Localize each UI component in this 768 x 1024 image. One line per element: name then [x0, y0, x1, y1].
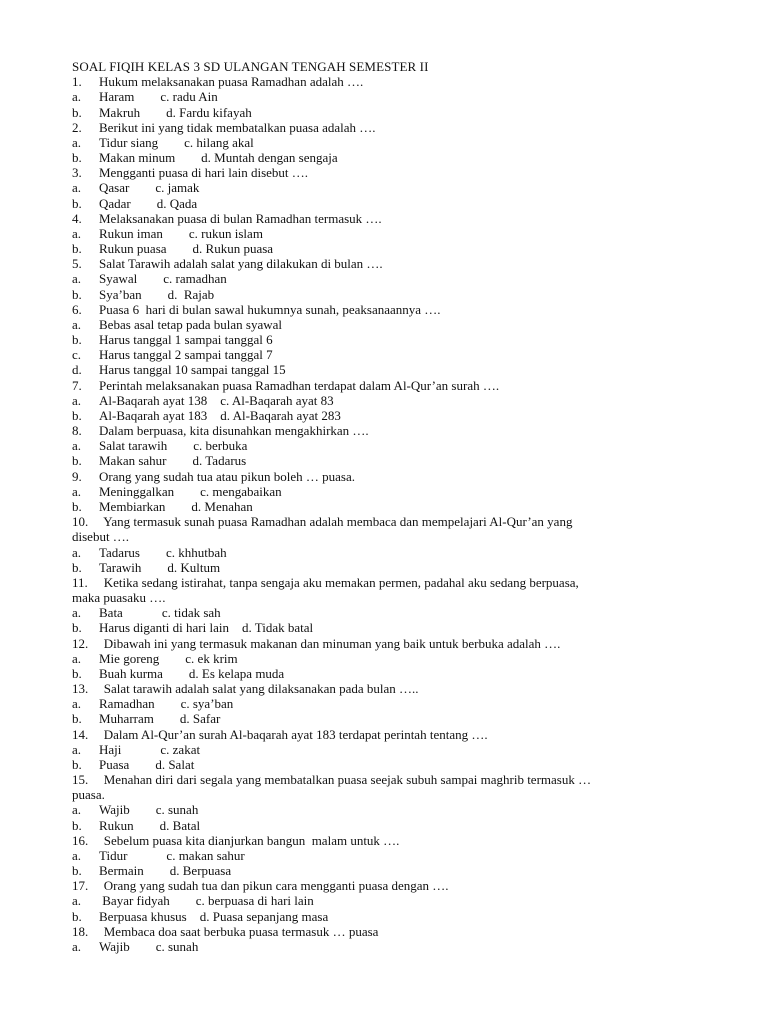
question-text: Orang yang sudah tua dan pikun cara mengganti puasa dengan …. — [94, 878, 449, 894]
question-text: Puasa 6 hari di bulan sawal hukumnya sunah, peaksanaannya …. — [99, 301, 441, 317]
question-line — [72, 302, 712, 317]
question-continuation-line — [72, 590, 712, 605]
answer-option-line — [72, 347, 712, 362]
answer-option-line — [72, 438, 712, 453]
answer-option-line — [72, 271, 712, 286]
question-text-continued: maka puasaku …. — [72, 590, 166, 606]
answer-option-line — [72, 939, 712, 954]
option-text: Muharram d. Safar — [99, 711, 221, 727]
question-text: Menahan diri dari segala yang membatalkan puasa seejak subuh sampai maghrib termasuk … — [94, 772, 592, 788]
answer-option-line — [72, 620, 712, 635]
question-text: Salat tarawih adalah salat yang dilaksanakan pada bulan ….. — [94, 681, 419, 697]
option-letter: b. — [72, 104, 82, 120]
question-line — [72, 878, 712, 893]
option-text: Haram c. radu Ain — [99, 89, 218, 105]
answer-option-line — [72, 226, 712, 241]
answer-option-line — [72, 696, 712, 711]
option-letter: a. — [72, 89, 82, 105]
answer-option-line — [72, 818, 712, 833]
option-text: Salat tarawih c. berbuka — [99, 438, 248, 454]
question-number: 15. — [72, 772, 89, 788]
question-text: Dibawah ini yang termasuk makanan dan minuman yang baik untuk berbuka adalah …. — [94, 635, 561, 651]
option-text: Berpuasa khusus d. Puasa sepanjang masa — [99, 908, 329, 924]
question-text: Dalam Al-Qur’an surah Al-baqarah ayat 183 terdapat perintah tentang …. — [94, 726, 488, 742]
option-letter: b. — [72, 241, 82, 257]
question-line — [72, 74, 712, 89]
answer-option-line — [72, 893, 712, 908]
option-text: Syawal c. ramadhan — [99, 271, 227, 287]
option-letter: b. — [72, 711, 82, 727]
option-text: Mie goreng c. ek krim — [99, 650, 238, 666]
option-letter: b. — [72, 150, 82, 166]
document-title — [72, 59, 712, 74]
question-text: Ketika sedang istirahat, tanpa sengaja aku memakan permen, padahal aku sedang berpuasa, — [94, 574, 579, 590]
question-text: Membaca doa saat berbuka puasa termasuk … puasa — [94, 923, 379, 939]
option-text: Harus tanggal 2 sampai tanggal 7 — [99, 347, 273, 363]
answer-option-line — [72, 241, 712, 256]
option-text: Ramadhan c. sya’ban — [99, 696, 234, 712]
question-text: Salat Tarawih adalah salat yang dilakukan di bulan …. — [99, 256, 383, 272]
question-line — [72, 727, 712, 742]
option-letter: a. — [72, 938, 82, 954]
question-line — [72, 165, 712, 180]
option-letter: a. — [72, 650, 82, 666]
question-number: 9. — [72, 468, 82, 484]
question-text: Yang termasuk sunah puasa Ramadhan adalah membaca dan mempelajari Al-Qur’an yang — [94, 514, 573, 530]
question-line — [72, 636, 712, 651]
exam-document — [72, 59, 712, 954]
question-text: Dalam berpuasa, kita disunahkan mengakhirkan …. — [99, 423, 369, 439]
option-letter: b. — [72, 453, 82, 469]
option-text: Makan minum d. Muntah dengan sengaja — [99, 150, 338, 166]
option-letter: a. — [72, 483, 82, 499]
question-number: 2. — [72, 119, 82, 135]
answer-option-line — [72, 362, 712, 377]
option-text: Makan sahur d. Tadarus — [99, 453, 247, 469]
option-text: Sya’ban d. Rajab — [99, 286, 215, 302]
question-text-continued: disebut …. — [72, 529, 130, 545]
option-text: Buah kurma d. Es kelapa muda — [99, 665, 285, 681]
answer-option-line — [72, 651, 712, 666]
question-line — [72, 772, 712, 787]
option-text: Tadarus c. khhutbah — [99, 544, 227, 560]
question-number: 13. — [72, 681, 89, 697]
option-text: Harus diganti di hari lain d. Tidak batal — [99, 620, 314, 636]
question-line — [72, 423, 712, 438]
option-letter: a. — [72, 180, 82, 196]
question-line — [72, 378, 712, 393]
question-line — [72, 211, 712, 226]
option-letter: b. — [72, 665, 82, 681]
option-letter: b. — [72, 620, 82, 636]
question-text: Orang yang sudah tua atau pikun boleh … puasa. — [99, 468, 355, 484]
question-continuation-line — [72, 787, 712, 802]
option-letter: b. — [72, 756, 82, 772]
option-letter: b. — [72, 195, 82, 211]
question-line — [72, 120, 712, 135]
question-number: 18. — [72, 923, 89, 939]
answer-option-line — [72, 802, 712, 817]
answer-option-line — [72, 909, 712, 924]
question-continuation-line — [72, 529, 712, 544]
question-number: 5. — [72, 256, 82, 272]
question-text: Sebelum puasa kita dianjurkan bangun malam untuk …. — [94, 832, 400, 848]
question-number: 4. — [72, 210, 82, 226]
answer-option-line — [72, 484, 712, 499]
question-text: Mengganti puasa di hari lain disebut …. — [99, 165, 309, 181]
question-text-continued: puasa. — [72, 787, 105, 803]
answer-option-line — [72, 863, 712, 878]
option-text: Wajib c. sunah — [99, 802, 199, 818]
question-number: 1. — [72, 74, 82, 90]
option-text: Tidur siang c. hilang akal — [99, 134, 254, 150]
question-number: 8. — [72, 423, 82, 439]
option-text: Al-Baqarah ayat 138 c. Al-Baqarah ayat 83 — [99, 392, 334, 408]
question-line — [72, 575, 712, 590]
option-letter: b. — [72, 332, 82, 348]
option-text: Rukun iman c. rukun islam — [99, 225, 263, 241]
question-number: 6. — [72, 301, 82, 317]
question-number: 11. — [72, 574, 88, 590]
option-letter: b. — [72, 908, 82, 924]
answer-option-line — [72, 605, 712, 620]
option-letter: b. — [72, 498, 82, 514]
answer-option-line — [72, 666, 712, 681]
question-number: 3. — [72, 165, 82, 181]
question-line — [72, 514, 712, 529]
answer-option-line — [72, 332, 712, 347]
answer-option-line — [72, 711, 712, 726]
question-line — [72, 924, 712, 939]
question-number: 10. — [72, 514, 89, 530]
answer-option-line — [72, 560, 712, 575]
answer-option-line — [72, 180, 712, 195]
answer-option-line — [72, 135, 712, 150]
option-text: Al-Baqarah ayat 183 d. Al-Baqarah ayat 283 — [99, 407, 341, 423]
option-letter: a. — [72, 802, 82, 818]
question-line — [72, 256, 712, 271]
option-text: Makruh d. Fardu kifayah — [99, 104, 252, 120]
option-text: Rukun d. Batal — [99, 817, 201, 833]
option-text: Membiarkan d. Menahan — [99, 498, 253, 514]
option-letter: b. — [72, 559, 82, 575]
option-text: Harus tanggal 10 sampai tanggal 15 — [99, 362, 286, 378]
option-letter: a. — [72, 544, 82, 560]
answer-option-line — [72, 287, 712, 302]
option-letter: a. — [72, 605, 82, 621]
question-number: 16. — [72, 832, 89, 848]
document-title-text: SOAL FIQIH KELAS 3 SD ULANGAN TENGAH SEMESTER II — [72, 59, 429, 74]
option-letter: a. — [72, 696, 82, 712]
answer-option-line — [72, 848, 712, 863]
answer-option-line — [72, 196, 712, 211]
option-letter: a. — [72, 271, 82, 287]
option-letter: b. — [72, 286, 82, 302]
option-letter: a. — [72, 438, 82, 454]
option-text: Qasar c. jamak — [99, 180, 200, 196]
option-letter: a. — [72, 316, 82, 332]
answer-option-line — [72, 105, 712, 120]
answer-option-line — [72, 453, 712, 468]
option-text: Bayar fidyah c. berpuasa di hari lain — [99, 893, 314, 909]
option-text: Bermain d. Berpuasa — [99, 863, 232, 879]
answer-option-line — [72, 150, 712, 165]
answer-option-line — [72, 317, 712, 332]
option-text: Tarawih d. Kultum — [99, 559, 221, 575]
question-number: 7. — [72, 377, 82, 393]
option-letter: a. — [72, 847, 82, 863]
question-text: Berikut ini yang tidak membatalkan puasa adalah …. — [99, 119, 376, 135]
option-text: Harus tanggal 1 sampai tanggal 6 — [99, 332, 273, 348]
question-text: Perintah melaksanakan puasa Ramadhan terdapat dalam Al-Qur’an surah …. — [99, 377, 500, 393]
option-letter: c. — [72, 347, 82, 363]
option-letter: a. — [72, 392, 82, 408]
answer-option-line — [72, 499, 712, 514]
question-line — [72, 833, 712, 848]
option-text: Haji c. zakat — [99, 741, 201, 757]
option-text: Tidur c. makan sahur — [99, 847, 245, 863]
answer-option-line — [72, 545, 712, 560]
option-text: Wajib c. sunah — [99, 938, 199, 954]
option-letter: b. — [72, 817, 82, 833]
answer-option-line — [72, 742, 712, 757]
answer-option-line — [72, 408, 712, 423]
question-text: Melaksanakan puasa di bulan Ramadhan termasuk …. — [99, 210, 382, 226]
answer-option-line — [72, 393, 712, 408]
option-letter: b. — [72, 407, 82, 423]
option-text: Puasa d. Salat — [99, 756, 195, 772]
question-line — [72, 681, 712, 696]
option-text: Rukun puasa d. Rukun puasa — [99, 241, 274, 257]
answer-option-line — [72, 757, 712, 772]
question-text: Hukum melaksanakan puasa Ramadhan adalah …. — [99, 74, 364, 90]
question-line — [72, 469, 712, 484]
option-letter: a. — [72, 225, 82, 241]
option-letter: a. — [72, 134, 82, 150]
option-letter: b. — [72, 863, 82, 879]
question-number: 12. — [72, 635, 89, 651]
question-number: 14. — [72, 726, 89, 742]
option-text: Qadar d. Qada — [99, 195, 198, 211]
option-text: Bebas asal tetap pada bulan syawal — [99, 316, 283, 332]
option-letter: d. — [72, 362, 82, 378]
option-text: Meninggalkan c. mengabaikan — [99, 483, 282, 499]
option-letter: a. — [72, 893, 82, 909]
question-number: 17. — [72, 878, 89, 894]
answer-option-line — [72, 89, 712, 104]
option-text: Bata c. tidak sah — [99, 605, 221, 621]
option-letter: a. — [72, 741, 82, 757]
